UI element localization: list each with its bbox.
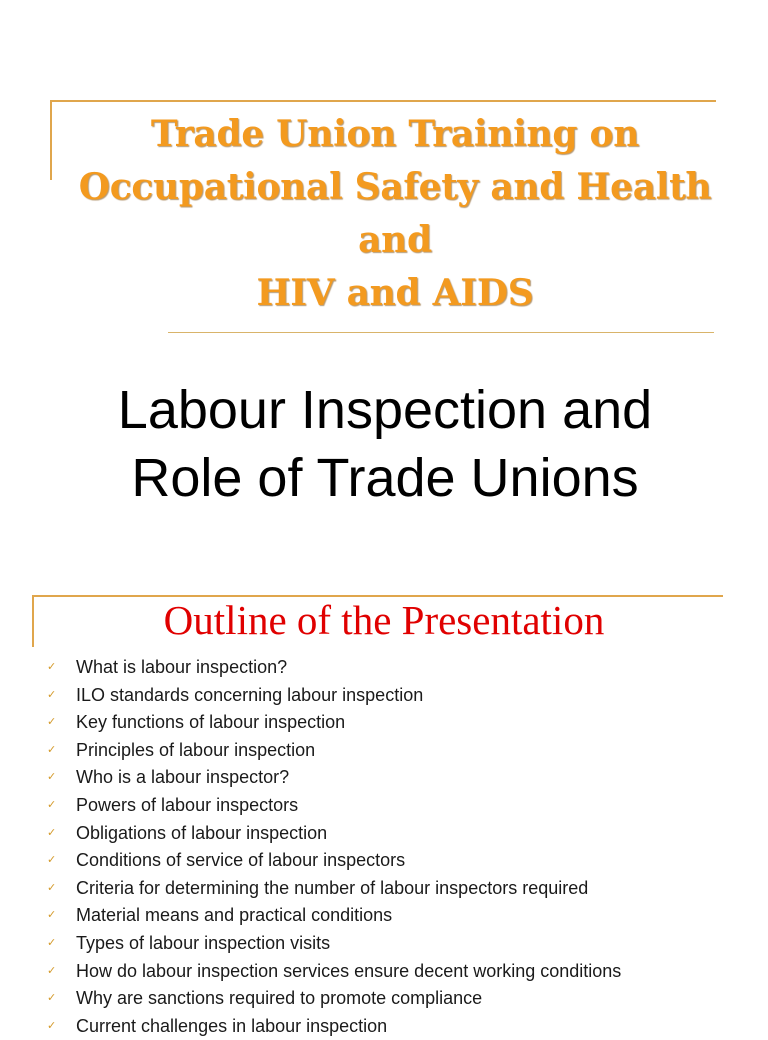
checkmark-icon: ✓: [47, 798, 57, 811]
list-item-text: Conditions of service of labour inspectors: [76, 850, 406, 871]
list-item-text: What is labour inspection?: [76, 657, 288, 677]
list-item: [0, 792, 768, 820]
slide1-title: [40, 108, 750, 320]
list-item: [0, 847, 768, 875]
list-item-text: Criteria for determining the number of labour inspectors required: [76, 877, 589, 898]
checkmark-icon: ✓: [47, 964, 57, 977]
list-item-text: Principles of labour inspection: [76, 739, 316, 760]
checkmark-icon: ✓: [47, 688, 57, 701]
list-item: [0, 1013, 768, 1040]
checkmark-icon: ✓: [47, 854, 57, 867]
slide1-title-line: Occupational Safety and Health and: [78, 166, 712, 261]
checkmark-icon: ✓: [47, 992, 57, 1005]
slide1-title-line: Trade Union Training on: [150, 113, 640, 155]
list-item-text: Types of labour inspection visits: [76, 932, 331, 953]
checkmark-icon: ✓: [47, 661, 57, 673]
list-item: [0, 709, 768, 737]
list-item: [0, 902, 768, 930]
slide1-subtitle: [20, 376, 750, 512]
list-item-text: How do labour inspection services ensure decent working conditions: [76, 960, 622, 981]
list-item: [0, 985, 768, 1013]
slide1-subtitle-line: Labour Inspection and: [117, 380, 653, 440]
list-item: [0, 875, 768, 903]
list-item-text: Current challenges in labour inspection: [76, 1015, 388, 1036]
outline-title: Outline of the Presentation: [163, 597, 605, 643]
title-frame-top-line: [50, 100, 716, 102]
list-item: [0, 764, 768, 792]
list-item-text: Material means and practical conditions: [76, 905, 393, 926]
list-item: [0, 682, 768, 710]
checkmark-icon: ✓: [47, 936, 57, 949]
list-item: [0, 958, 768, 986]
slide1-subtitle-line: Role of Trade Unions: [131, 448, 639, 508]
list-item-text: Key functions of labour inspection: [76, 712, 346, 733]
checkmark-icon: ✓: [47, 881, 57, 894]
checkmark-icon: ✓: [47, 909, 57, 922]
slide1-title-line: HIV and AIDS: [256, 272, 534, 314]
list-item: [0, 654, 768, 682]
list-item: [0, 930, 768, 958]
list-item-text: Why are sanctions required to promote compliance: [76, 988, 483, 1009]
list-item-text: Powers of labour inspectors: [76, 794, 299, 815]
list-item-text: Who is a labour inspector?: [76, 767, 290, 788]
checkmark-icon: ✓: [47, 826, 57, 839]
checkmark-icon: ✓: [47, 716, 57, 729]
list-item-text: ILO standards concerning labour inspection: [76, 684, 424, 705]
checkmark-icon: ✓: [47, 743, 57, 756]
outline-list: [0, 654, 768, 1040]
list-item: [0, 820, 768, 848]
separator-line: [168, 332, 714, 333]
checkmark-icon: ✓: [47, 1019, 57, 1032]
checkmark-icon: ✓: [47, 771, 57, 784]
list-item: [0, 737, 768, 765]
list-item-text: Obligations of labour inspection: [76, 822, 328, 843]
